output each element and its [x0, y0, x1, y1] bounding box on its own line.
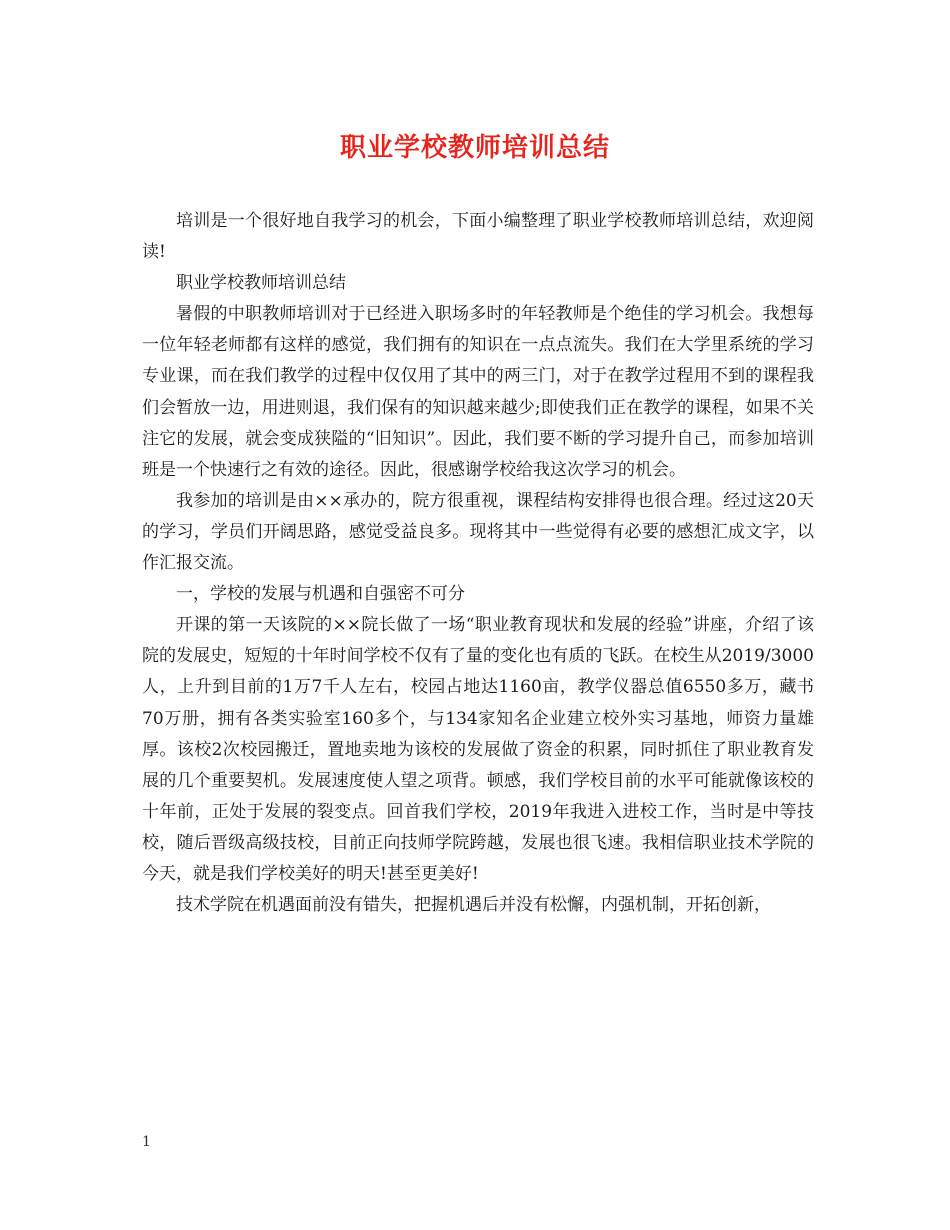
intro-paragraph: 培训是一个很好地自我学习的机会，下面小编整理了职业学校教师培训总结，欢迎阅读!	[142, 211, 814, 263]
body-paragraph: 我参加的培训是由××承办的，院方很重视，课程结构安排得也很合理。经过这20天的学习，学员们开阔思路，感觉受益良多。现将其中一些觉得有必要的感想汇成文字，以作汇报交流。	[142, 490, 814, 574]
body-paragraph: 开课的第一天该院的××院长做了一场“职业教育现状和发展的经验”讲座，介绍了该院的发展史，短短的十年时间学校不仅有了量的变化也有质的飞跃。在校生从2019/3000人，上升到目前的1万7千人左右，校园占地达1160亩，教学仪器总值6550多万，藏书70万册，拥有各类实验室160多个，与134家知名企业建立校外实习基地，师资力量雄厚。该校2次校园搬迁，置地卖地为该校的发展做了资金的积累，同时抓住了职业教育发展的几个重要契机。发展速度使人望之项背。顿感，我们学校目前的水平可能就像该校的十年前，正处于发展的裂变点。回首我们学校，2019年我进入进校工作，当时是中等技校，随后晋级高级技校，目前正向技师学院跨越，发展也很飞速。我相信职业技术学院的今天，就是我们学校美好的明天!甚至更美好!	[142, 615, 814, 884]
body-paragraph: 暑假的中职教师培训对于已经进入职场多时的年轻教师是个绝佳的学习机会。我想每一位年轻老师都有这样的感觉，我们拥有的知识在一点点流失。我们在大学里系统的学习专业课，而在我们教学的过程中仅仅用了其中的两三门，对于在教学过程用不到的课程我们会暂放一边，用进则退，我们保有的知识越来越少;即使我们正在教学的课程，如果不关注它的发展，就会变成狭隘的“旧知识”。因此，我们要不断的学习提升自己，而参加培训班是一个快速行之有效的途径。因此，很感谢学校给我这次学习的机会。	[142, 304, 814, 480]
document-title: 职业学校教师培训总结	[339, 133, 610, 163]
document-body	[142, 206, 814, 921]
body-paragraph: 技术学院在机遇面前没有错失，把握机遇后并没有松懈，内强机制，开拓创新，	[176, 895, 771, 916]
subsection-heading: 一，学校的发展与机遇和自强密不可分	[176, 584, 465, 605]
page-number: 1	[142, 1134, 151, 1150]
section-heading: 职业学校教师培训总结	[176, 273, 346, 294]
